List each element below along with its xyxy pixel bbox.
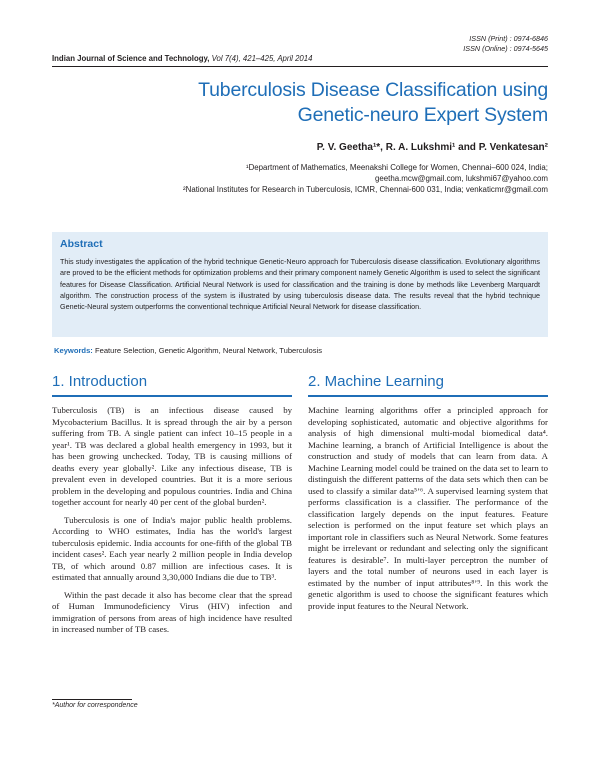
footnote: *Author for correspondence <box>52 702 138 709</box>
abstract-text: This study investigates the application of the hybrid technique Genetic-Neuro approach for Tuberculosis disease classification. Evolutionary algorithms are proved to be the efficient methods for optimization problems and their primary component namely Genetic Algorithm is used to select the significant features for Disease Classification. Artificial Neural Network is used for classification and the training is done by methods like Levenberg Marquardt algorithm. The construction process of the system is illustrated by using tuberculosis disease data. The results reveal that the hybrid technique Genetic-Neural system outperforms the conventional technique Artificial Neural Network for disease classification. <box>60 257 540 312</box>
footnote-divider <box>52 699 132 700</box>
abstract-heading: Abstract <box>60 238 103 250</box>
issn-online: ISSN (Online) : 0974-5645 <box>463 43 548 53</box>
intro-paragraph-1: Tuberculosis (TB) is an infectious disease caused by Mycobacterium Bacillus. It is spread through the air by a person suffering from TB. A single patient can infect 10–15 people in a year¹. TB was declared a global health emergency in 1993, but it has been growing unchecked. Today, TB is causing millions of deaths every year globally². Like any infectious disease, TB is prevalent even in developed countries. But it is a more serious problem in the developing and populous countries. India and China together account for nearly 40 per cent of the global burden². <box>52 405 292 507</box>
keywords-line <box>54 346 322 355</box>
abstract-box <box>52 232 548 337</box>
section-title-introduction: 1. Introduction <box>52 373 148 390</box>
intro-paragraph-2: Tuberculosis is one of India's major public health problems. According to WHO estimates, India has the world's largest tuberculosis epidemic. India accounts for one-fifth of the global TB incident cases². Each year nearly 2 million people in India develop TB, of which around 0.87 million are infectious cases. It is estimated that annually around 3,30,000 Indians die due to TB³. <box>52 514 292 582</box>
author-list: P. V. Geetha¹*, R. A. Lukshmi¹ and P. Venkatesan² <box>316 142 548 153</box>
keywords-label: Keywords: <box>54 346 93 355</box>
header-divider <box>52 66 548 67</box>
section-rule-machine-learning <box>308 395 548 397</box>
journal-issue: Vol 7(4), 421–425, April 2014 <box>211 54 313 63</box>
affiliations <box>78 162 548 196</box>
section-rule-introduction <box>52 395 292 397</box>
column-left <box>52 405 292 636</box>
title-line-2: Genetic-neuro Expert System <box>297 104 548 126</box>
title-line-1: Tuberculosis Disease Classification using <box>198 79 548 101</box>
intro-paragraph-3: Within the past decade it also has become clear that the spread of Human Immunodeficiency Virus (HIV) infection and immigration of persons from areas of high incidence have resulted in increased number of TB cases. <box>52 589 292 634</box>
issn-block <box>348 34 548 53</box>
article-title <box>108 78 548 128</box>
affiliation-emails: geetha.mcw@gmail.com, lukshmi67@yahoo.com <box>374 174 548 184</box>
affiliation-2: ²National Institutes for Research in Tuberculosis, ICMR, Chennai-600 031, India; venkaticmr@gmail.com <box>183 185 548 195</box>
section-title-machine-learning: 2. Machine Learning <box>308 373 444 390</box>
issn-print: ISSN (Print) : 0974-6846 <box>469 34 548 43</box>
affiliation-1: ¹Department of Mathematics, Meenakshi College for Women, Chennai–600 024, India; <box>245 163 548 172</box>
ml-paragraph-1: Machine learning algorithms offer a principled approach for developing sophisticated, automatic and objective algorithms for analysis of high dimensional multi-modal biomedical data⁴. Machine learning, a branch of Artificial Intelligence is about the construction and study of models that can learn from data. A Machine Learning model could be trained on the data set to learn to distinguish the different patterns of the data sets which then can be used to classify a similar data⁵ʼ⁶. A supervised learning system that performs classification is a classifier. The performance of the classification largely depends on the input features. Feature selection is performed on the input feature set which plays an important role in classifiers such as Neural Network. Some features might be irrelevant or redundant and selecting only the significant features is desirable⁷. In multi-layer perceptron the number of layers and the total number of neurons used in each layer is estimated by the number of input attributes⁸ʼ⁹. In this work the genetic algorithm is used to choose the significant features which provide input features to the Neural Network. <box>308 405 548 611</box>
journal-name: Indian Journal of Science and Technology, <box>52 54 210 63</box>
keywords-text: Feature Selection, Genetic Algorithm, Neural Network, Tuberculosis <box>94 346 323 355</box>
column-right <box>308 405 548 612</box>
journal-citation <box>52 54 312 63</box>
